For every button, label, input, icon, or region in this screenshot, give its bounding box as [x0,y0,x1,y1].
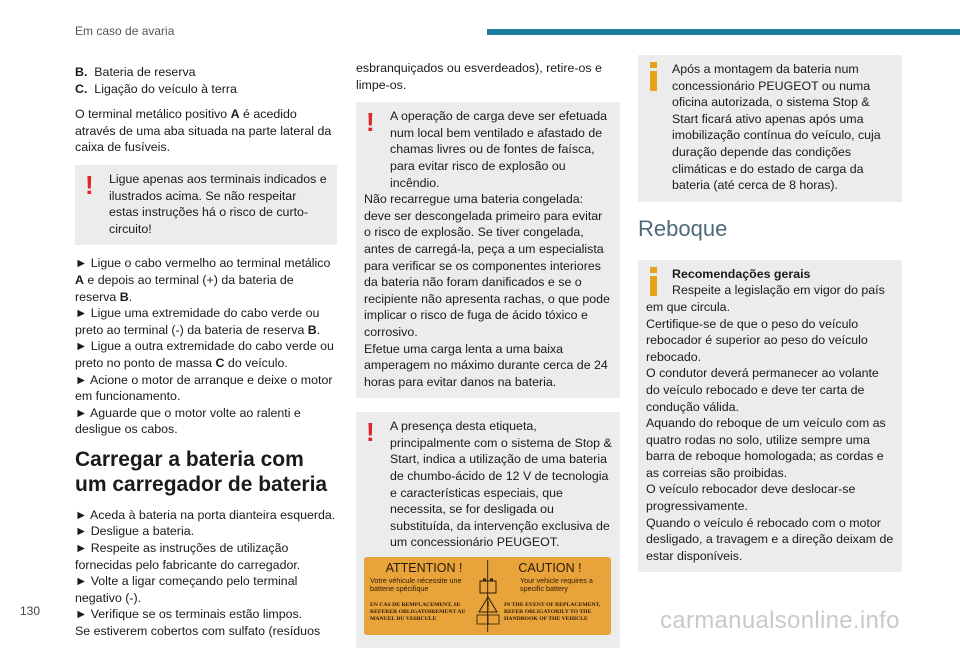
legend-c: C. Ligação do veículo à terra [75,81,237,96]
step-2: ► Ligue uma extremidade do cabo verde ou preto ao terminal (-) da bateria de reserva B. [75,306,321,337]
header-accent-bar [487,29,960,35]
charge-step-4: ► Volte a ligar começando pelo terminal negativo (-). [75,574,298,605]
info-icon [650,62,657,92]
label-title-en: CAUTION ! [518,561,582,576]
warning-box-label: ! A presença desta etiqueta, principalmente com o sistema de Stop & Start, indica a utilização de uma bateria de chumbo-ácido de 12 V de tecnologia e características especiais, que necessita, se for desligada ou substituída, da intervenção exclusiva de um concessionário PEUGEOT. ATTENTION ! CAUTION ! Votre véhicule nécessite une batterie spécifique Your vehicle requires a specific battery EN CAS DE REMPLACEMENT, SE REFERER OBLIGATOIREMENT AU MANUEL DU VEHICULE IN THE EVENT OF REPLACEMENT, REFER OBLIGATORILY TO THE HANDBOOK OF THE VEHICLE [356,412,620,647]
warning-exclamation-icon: ! [85,169,94,200]
warning-box-shortcircuit: ! Ligue apenas aos terminais indicados e ilustrados acima. Se não respeitar estas instruções há o risco de curto-circuito! [75,165,337,245]
battery-warning-label [364,557,611,635]
info-box-stopstart: Após a montagem da bateria num concessionário PEUGEOT ou numa oficina autorizada, o sistema Stop & Start ficará ativo apenas após uma imobilização contínua do veículo, cuja duração depende das condições climáticas e do estado de carga da bateria (até cerca de 8 horas). [638,55,902,202]
charge-step-6: Se estiverem cobertos com sulfato (resíduos [75,624,321,639]
step-4: ► Acione o motor de arranque e deixe o motor em funcionamento. [75,372,333,404]
recommendations-title: Recomendações gerais [672,266,811,281]
warning-box-charging: ! A operação de carga deve ser efetuada num local bem ventilado e afastado de chamas livres ou de fontes de faísca, para evitar risco de explosão ou incêndio. Não recarregue uma bateria congelada: deve ser descongelada primeiro para evitar o risco de explosão. Se tiver congelada, antes de carregá-la, peça a um especialista para verificar se os componentes interiores da bateria não foram danificados e se o recipiente não apresenta rachas, o que pode implicar o risco de fuga de ácido tóxico e corrosivo. Efetue uma carga lenta a uma baixa amperagem no máximo durante cerca de 24 horas para evitar danos na bateria. [356,102,620,398]
info-icon [650,267,657,297]
column-2 [356,60,620,658]
step-5: ► Aguarde que o motor volte ao ralenti e desligue os cabos. [75,405,301,437]
label-title-fr: ATTENTION ! [385,561,463,576]
heading-charge-battery: Carregar a bateria com um carregador de bateria [75,447,328,496]
label-sub-en: Your vehicle requires a specific battery [520,577,593,594]
continuation-text: esbranquiçados ou esverdeados), retire-os e limpe-os. [356,61,602,92]
warning-exclamation-icon: ! [366,417,375,448]
step-1: ► Ligue o cabo vermelho ao terminal metálico A e depois ao terminal (+) da bateria de reserva B. [75,256,331,304]
warning-exclamation-icon: ! [366,107,375,138]
label-bottom-fr: EN CAS DE REMPLACEMENT, SE REFERER OBLIGATOIREMENT AU MANUEL DU VEHICULE [370,602,466,623]
charge-step-1: ► Aceda à bateria na porta dianteira esquerda. [75,507,336,522]
label-sub-fr: Votre véhicule nécessite une batterie spécifique [370,577,462,594]
legend-b: B. Bateria de reserva [75,65,196,79]
charge-step-5: ► Verifique se os terminais estão limpos. [75,607,303,622]
heading-towing: Reboque [638,215,728,241]
charge-step-2: ► Desligue a bateria. [75,524,195,539]
column-1 [75,64,337,640]
info-box-towing: Recomendações gerais Respeite a legislação em vigor do país em que circula. Certifique-se de que o peso do veículo rebocador é superior ao peso do veículo rebocado. O condutor deverá permanecer ao volante do veículo rebocado e deve ter carta de condução válida. Aquando do reboque de um veículo com as quatro rodas no solo, utilize sempre uma barra de reboque homologada; as cordas e as correias são proibidas. O veículo rebocador deve deslocar-se progressivamente. Quando o veículo é rebocado com o motor desligado, a travagem e a direção deixam de estar disponíveis. [638,260,902,573]
label-bottom-en: IN THE EVENT OF REPLACEMENT, REFER OBLIGATORILY TO THE HANDBOOK OF THE VEHICLE [504,602,601,623]
column-3 [638,55,902,582]
step-3: ► Ligue a outra extremidade do cabo verde ou preto no ponto de massa C do veículo. [75,339,334,370]
terminal-paragraph: O terminal metálico positivo A é acedido através de uma aba situada na parte lateral da caixa de fusíveis. [75,107,332,155]
charge-step-3: ► Respeite as instruções de utilização fornecidas pelo fabricante do carregador. [75,541,301,572]
watermark: carmanualsonline.info [660,607,900,634]
page-number: 130 [20,604,41,618]
section-title: Em caso de avaria [75,24,175,38]
